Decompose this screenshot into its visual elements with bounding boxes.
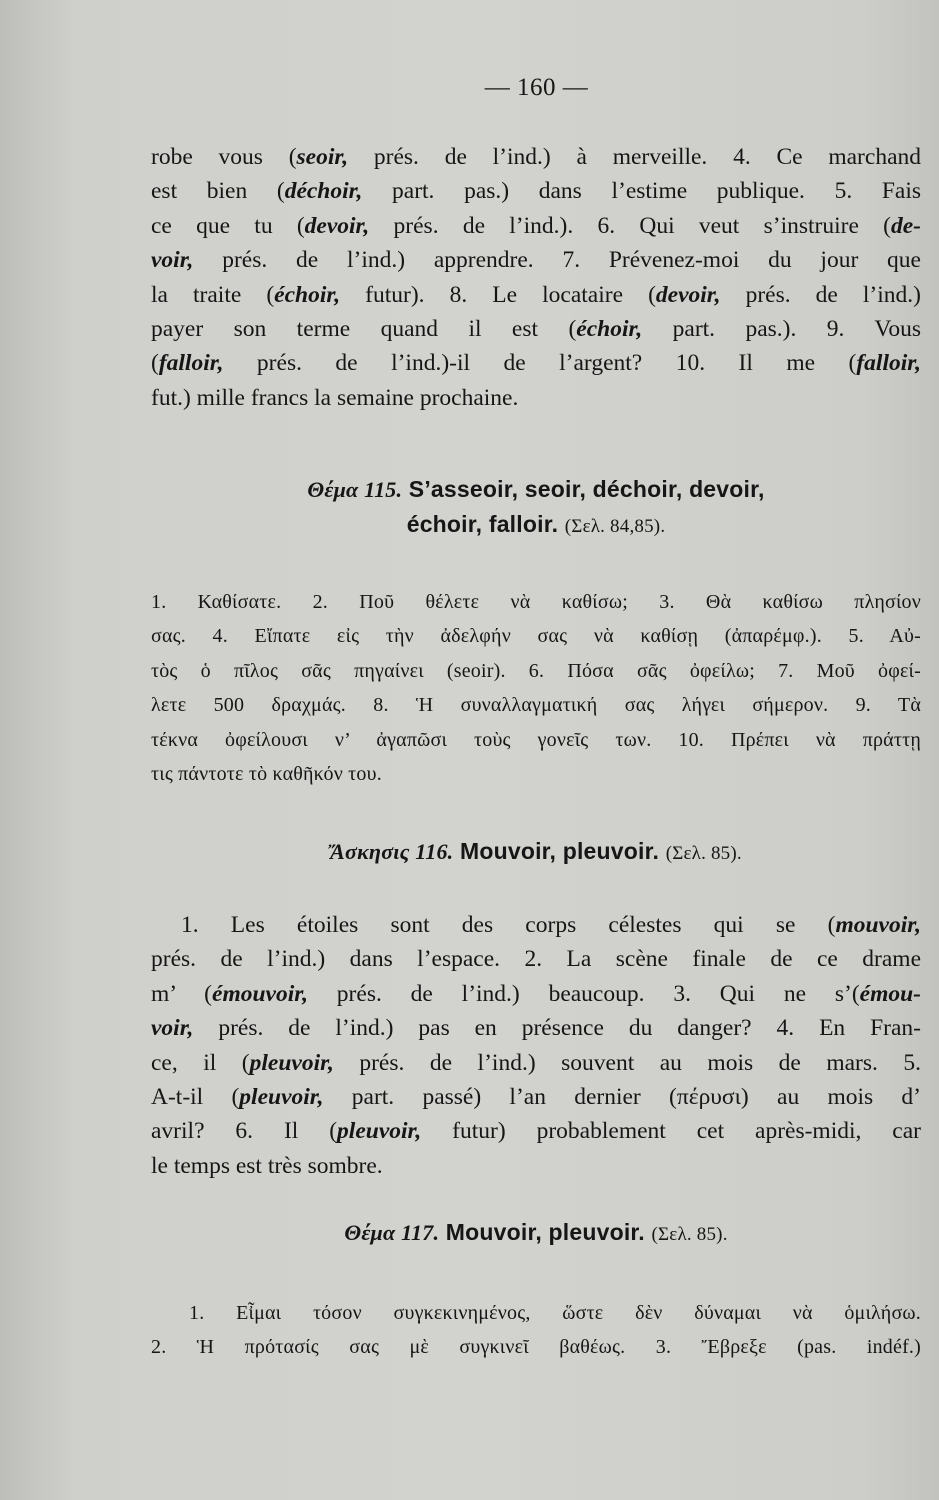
text-line: la traite (échoir, futur). 8. Le locataire (devoir, prés. de l’ind.) [151, 281, 921, 308]
theme-115-heading [151, 472, 921, 544]
exercise-116-text [151, 908, 921, 1183]
text-line: 2. Ἡ πρότασίς σας μὲ συγκινεῖ βαθέως. 3. Ἔβρεξε (pas. indéf.) [151, 1336, 921, 1359]
page-reference: (Σελ. 85). [651, 1224, 728, 1245]
text-line: prés. de l’ind.) dans l’espace. 2. La scène finale de ce drame [151, 946, 921, 973]
page-number: — 160 — [484, 74, 589, 101]
page-reference: (Σελ. 85). [665, 843, 742, 864]
text-line: fut.) mille francs la semaine prochaine. [151, 384, 519, 411]
heading-title-cont: échoir, falloir. [406, 511, 559, 537]
heading-title: Mouvoir, pleuvoir. [459, 838, 660, 864]
text-line: τέκνα ὀφείλουσι ν’ ἀγαπῶσι τοὺς γονεῖς των. 10. Πρέπει νὰ πράττῃ [151, 728, 921, 751]
text-line: est bien (déchoir, part. pas.) dans l’estime publique. 5. Fais [151, 178, 922, 205]
text-line: (falloir, prés. de l’ind.)-il de l’argent? 10. Il me (falloir, [151, 350, 921, 377]
text-line: 1. Εἶμαι τόσον συγκεκινημένος, ὥστε δὲν δύναμαι νὰ ὁμιλήσω. [189, 1302, 921, 1324]
text-line: λετε 500 δραχμάς. 8. Ἡ συναλλαγματική σας λήγει σήμερον. 9. Τὰ [151, 694, 921, 717]
text-line: ce que tu (devoir, prés. de l’ind.). 6. Qui veut s’instruire (de- [151, 212, 921, 239]
theme-117-text [151, 1296, 921, 1365]
exercise-114-continued [151, 140, 921, 415]
text-line: robe vous (seoir, prés. de l’ind.) à merveille. 4. Ce marchand [151, 144, 921, 170]
heading-label: Θέμα 115. [307, 477, 403, 502]
text-line: payer son terme quand il est (échoir, part. pas.). 9. Vous [151, 316, 921, 343]
theme-117-heading [151, 1215, 921, 1252]
text-line: voir, prés. de l’ind.) apprendre. 7. Prévenez-moi du jour que [151, 247, 921, 274]
heading-label: Θέμα 117. [344, 1220, 440, 1245]
text-line: ce, il (pleuvoir, prés. de l’ind.) souvent au mois de mars. 5. [151, 1049, 921, 1076]
page-reference: (Σελ. 84,85). [564, 516, 666, 537]
heading-label: Ἄσκησις 116. [330, 839, 454, 864]
text-line: σας. 4. Εἴπατε εἰς τὴν ἀδελφήν σας νὰ καθίσῃ (ἀπαρέμφ.). 5. Αὐ- [151, 625, 921, 648]
heading-title: Mouvoir, pleuvoir. [445, 1219, 645, 1245]
text-line: avril? 6. Il (pleuvoir, futur) probablement cet après-midi, car [151, 1118, 921, 1145]
exercise-116-heading [151, 834, 921, 871]
theme-115-text [151, 585, 921, 791]
text-line: le temps est très sombre. [151, 1152, 383, 1179]
text-line: 1. Καθίσατε. 2. Ποῦ θέλετε νὰ καθίσω; 3. Θὰ καθίσω πλησίον [151, 591, 921, 613]
text-line: A-t-il (pleuvoir, part. passé) l’an dernier (πέρυσι) au mois d’ [151, 1084, 921, 1111]
text-line: τὸς ὁ πῖλος σᾶς πηγαίνει (seoir). 6. Πόσα σᾶς ὀφείλω; 7. Μοῦ ὀφεί- [151, 659, 921, 682]
text-line: 1. Les étoiles sont des corps célestes qui se (mouvoir, [181, 912, 921, 938]
text-line: τις πάντοτε τὸ καθῆκόν του. [151, 763, 382, 786]
text-line: voir, prés. de l’ind.) pas en présence du danger? 4. En Fran- [151, 1015, 921, 1042]
text-line: m’ (émouvoir, prés. de l’ind.) beaucoup. 3. Qui ne s’(émou- [151, 980, 922, 1007]
heading-title: S’asseoir, seoir, déchoir, devoir, [408, 476, 765, 502]
